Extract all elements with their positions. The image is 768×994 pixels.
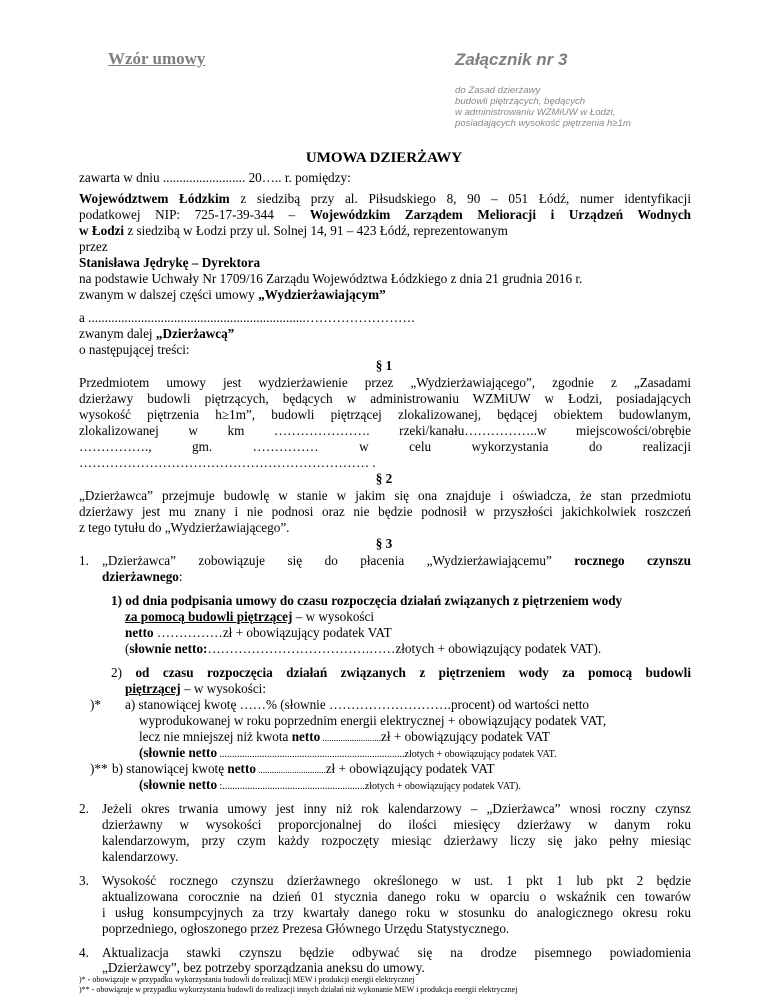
- party2-text: zwanym dalej: [79, 326, 156, 341]
- option-b-text: :.........................................................złotych + obowiązujący podatek VAT).: [217, 781, 521, 792]
- party1-text: z siedzibą w Łodzi przy ul. Solnej 14, 91 – 423 Łódź, reprezentowanym: [124, 223, 508, 238]
- subitem-2-text: od czasu rozpoczęcia działań związanych z piętrzeniem wody za pomocą budowli: [135, 665, 691, 680]
- item-number: 4.: [79, 945, 89, 960]
- section-3-text: „Dzierżawca” zobowiązuje się do płacenia „Wydzierżawiającemu”: [102, 553, 575, 568]
- subitem-2-line: [111, 665, 691, 680]
- section-1-line: ………………………………………………………… .: [79, 455, 376, 470]
- party1-text: podatkowej NIP: 725-17-39-344 –: [79, 207, 310, 222]
- subitem-1-line: [125, 609, 374, 624]
- option-a-line: a) stanowiącej kwotę ……% (słownie ……………………….procent) od wartości netto: [125, 697, 590, 712]
- section-3-line: kalendarzowym, przy czym każdy rozpoczęty miesiąc dzierżawy liczy się jako pełny miesiąc: [102, 833, 691, 848]
- net-in-words-label: słownie netto: [143, 745, 218, 760]
- section-1-line: Przedmiotem umowy jest wydzierżawienie przez „Wydzierżawiającego”, zgodnie z „Zasadami: [79, 375, 691, 390]
- annual-rent-label: rocznego czynszu: [574, 553, 691, 568]
- section-3-line: Aktualizacja stawki czynszu będzie odbywać się na drodze pisemnego powiadomienia: [102, 945, 691, 960]
- section-3-line: Jeżeli okres trwania umowy jest inny niż rok kalendarzowy – „Dzierżawca” wnosi roczny czynsz: [102, 801, 691, 816]
- party1-line: [79, 191, 691, 206]
- section-3-text: :: [178, 569, 183, 584]
- section-3-line: [102, 553, 691, 568]
- attachment-number: Załącznik nr 3: [455, 50, 568, 69]
- option-b-text: b) stanowiącej kwotę: [112, 761, 228, 776]
- item-number: 2.: [79, 801, 89, 816]
- footnote: )** - obowiązuje w przypadku wykorzystania budowli do realizacji innych działań niż wykonanie MEW i produkcja energii elektrycznej: [79, 985, 518, 994]
- section-2-line: z tego tytułu do „Wydzierżawiającego”.: [79, 520, 290, 535]
- party1-line: [79, 223, 508, 238]
- subitem-1-text: ……………zł + obowiązujący podatek VAT: [153, 625, 392, 640]
- section-3-line: poprzedniego, ogłoszonego przez Prezesa Głównego Urzędu Statystycznego.: [102, 921, 510, 936]
- section-3-line: kalendarzowy.: [102, 849, 179, 864]
- net-label: netto: [291, 729, 321, 744]
- net-in-words-label: słownie netto:: [129, 641, 208, 656]
- section-1-line: wysokość piętrzenia h≥1m”, budowli piętrzącej zlokalizowanej, będącej obiektem budowlanym,: [79, 407, 691, 422]
- subitem-1-line: 1) od dnia podpisania umowy do czasu rozpoczęcia działań związanych z piętrzeniem wody: [111, 593, 623, 608]
- party2-line: [79, 326, 234, 341]
- subitem-2-line: [125, 681, 266, 696]
- option-a-text: lecz nie mniejszej niż kwota: [139, 729, 292, 744]
- attachment-subtitle-line: posiadających wysokość piętrzenia h≥1m: [455, 118, 631, 129]
- option-a-line: wyprodukowanej w roku poprzednim energii elektrycznej + obowiązujący podatek VAT,: [139, 713, 607, 728]
- subitem-1-line: [125, 625, 392, 640]
- attachment-subtitle-line: budowli piętrzących, będących: [455, 96, 586, 107]
- net-label: netto: [227, 761, 256, 776]
- section-3-line: [102, 569, 183, 584]
- party1-director: Stanisława Jędrykę – Dyrektora: [79, 255, 261, 270]
- section-1-line: ……………., gm. …………… w celu wykorzystania do realizacji: [79, 439, 691, 454]
- section-3-line: „Dzierżawcy”, bez potrzeby sporządzania aneksu do umowy.: [102, 960, 425, 975]
- party1-line: [79, 207, 691, 222]
- section-1-line: dzierżawy budowli piętrzących, będących w administrowaniu WZMiUW w Łodzi, posiadających: [79, 391, 691, 406]
- footnote: )* - obowiązuje w przypadku wykorzystania budowli do realizacji MEW i produkcji energii elektrycznej: [79, 975, 415, 984]
- net-in-words-label: słownie netto: [143, 777, 218, 792]
- section-3-line: dzierżawny w wysokości proporcjonalnej do ilości miesięcy dzierżawy w danym roku: [102, 817, 691, 832]
- section-3-heading: § 3: [375, 536, 393, 551]
- option-b-line: [112, 761, 495, 778]
- item-number: 3.: [79, 873, 89, 888]
- party1-representative-org: Wojewódzkim Zarządem Melioracji i Urządzeń Wodnych: [309, 207, 692, 222]
- option-a-text: ..........................................................................złotych + obowiązujący podatek VAT.: [217, 749, 557, 760]
- subitem-2-text: – w wysokości:: [180, 681, 267, 696]
- annual-rent-label: dzierżawnego: [102, 569, 179, 584]
- section-2-heading: § 2: [375, 471, 393, 486]
- template-label: Wzór umowy: [108, 49, 206, 68]
- option-b-text: zł + obowiązujący podatek VAT: [325, 761, 495, 776]
- party1-name: Województwem Łódzkim: [79, 191, 230, 206]
- party2-line: o następującej treści:: [79, 342, 190, 357]
- party1-line: [79, 287, 386, 302]
- document-title: UMOWA DZIERŻAWY: [305, 150, 463, 166]
- subitem-1-line: (słownie netto:……………………………….……złotych + obowiązujący podatek VAT).: [125, 641, 602, 656]
- party1-line: przez: [79, 239, 108, 254]
- party1-text: zwanym w dalszej części umowy: [79, 287, 259, 302]
- section-1-heading: § 1: [375, 358, 393, 373]
- subitem-1-text: za pomocą budowli piętrzącej: [125, 609, 293, 624]
- attachment-subtitle-line: w administrowaniu WZMiUW w Łodzi,: [455, 107, 616, 118]
- option-a-text: ..........................: [320, 733, 382, 743]
- section-2-line: dzierżawy jest mu znany i nie podnosi oraz nie będzie podnosił w przyszłości jakichkolwiek roszczeń: [79, 504, 691, 519]
- option-b-text: ..............................: [255, 765, 326, 775]
- item-number: 1.: [79, 553, 89, 568]
- option-a-line: (słownie netto ..........................................................................złotych + obowiązujący podatek VAT.: [139, 745, 557, 760]
- section-3-line: i usług konsumpcyjnych za trzy kwartały danego roku w stosunku do analogicznego okresu roku: [102, 905, 691, 920]
- party1-text: z siedzibą przy al. Piłsudskiego 8, 90 – 051 Łódź, numer identyfikacji: [229, 191, 691, 206]
- section-3-line: aktualizowana corocznie na dzień 01 stycznia danego roku w oparciu o wskaźnik cen towarów: [102, 889, 691, 904]
- section-2-line: „Dzierżawca” przejmuje budowlę w stanie w jakim się ona znajduje i oświadcza, że stan przedmiotu: [79, 488, 691, 503]
- intro-line: zawarta w dniu ......................... 20….. r. pomiędzy:: [79, 170, 351, 185]
- subitem-1-text: – w wysokości: [292, 609, 375, 624]
- option-a-line: [139, 729, 550, 746]
- section-3-line: Wysokość rocznego czynszu dzierżawnego określonego w ust. 1 pkt 1 lub pkt 2 będzie: [102, 873, 691, 888]
- subitem-2-text: piętrzącej: [125, 681, 181, 696]
- footnote-marker: )*: [90, 697, 101, 712]
- subitem-2-text: 2): [111, 665, 136, 680]
- subitem-1-text: ……………………………….……złotych + obowiązujący podatek VAT).: [207, 641, 602, 656]
- option-b-line: (słownie netto :.........................................................złotych + obowiązujący podatek VAT).: [139, 777, 521, 792]
- option-a-text: zł + obowiązujący podatek VAT: [381, 729, 550, 744]
- party1-line: na podstawie Uchwały Nr 1709/16 Zarządu Województwa Łódzkiego z dnia 21 grudnia 2016 r.: [79, 271, 583, 286]
- net-label: netto: [125, 625, 154, 640]
- party1-alias: „Wydzierżawiającym”: [258, 287, 386, 302]
- party2-alias: „Dzierżawcą”: [155, 326, 235, 341]
- footnote-marker: )**: [90, 761, 108, 776]
- attachment-subtitle-line: do Zasad dzierżawy: [455, 85, 541, 96]
- party1-city: w Łodzi: [79, 223, 125, 238]
- section-1-line: zlokalizowanej w km …………………. rzeki/kanału……………..w miejscowości/obrębie: [79, 423, 691, 438]
- party2-line: a ..................................................................…………………….: [79, 310, 415, 325]
